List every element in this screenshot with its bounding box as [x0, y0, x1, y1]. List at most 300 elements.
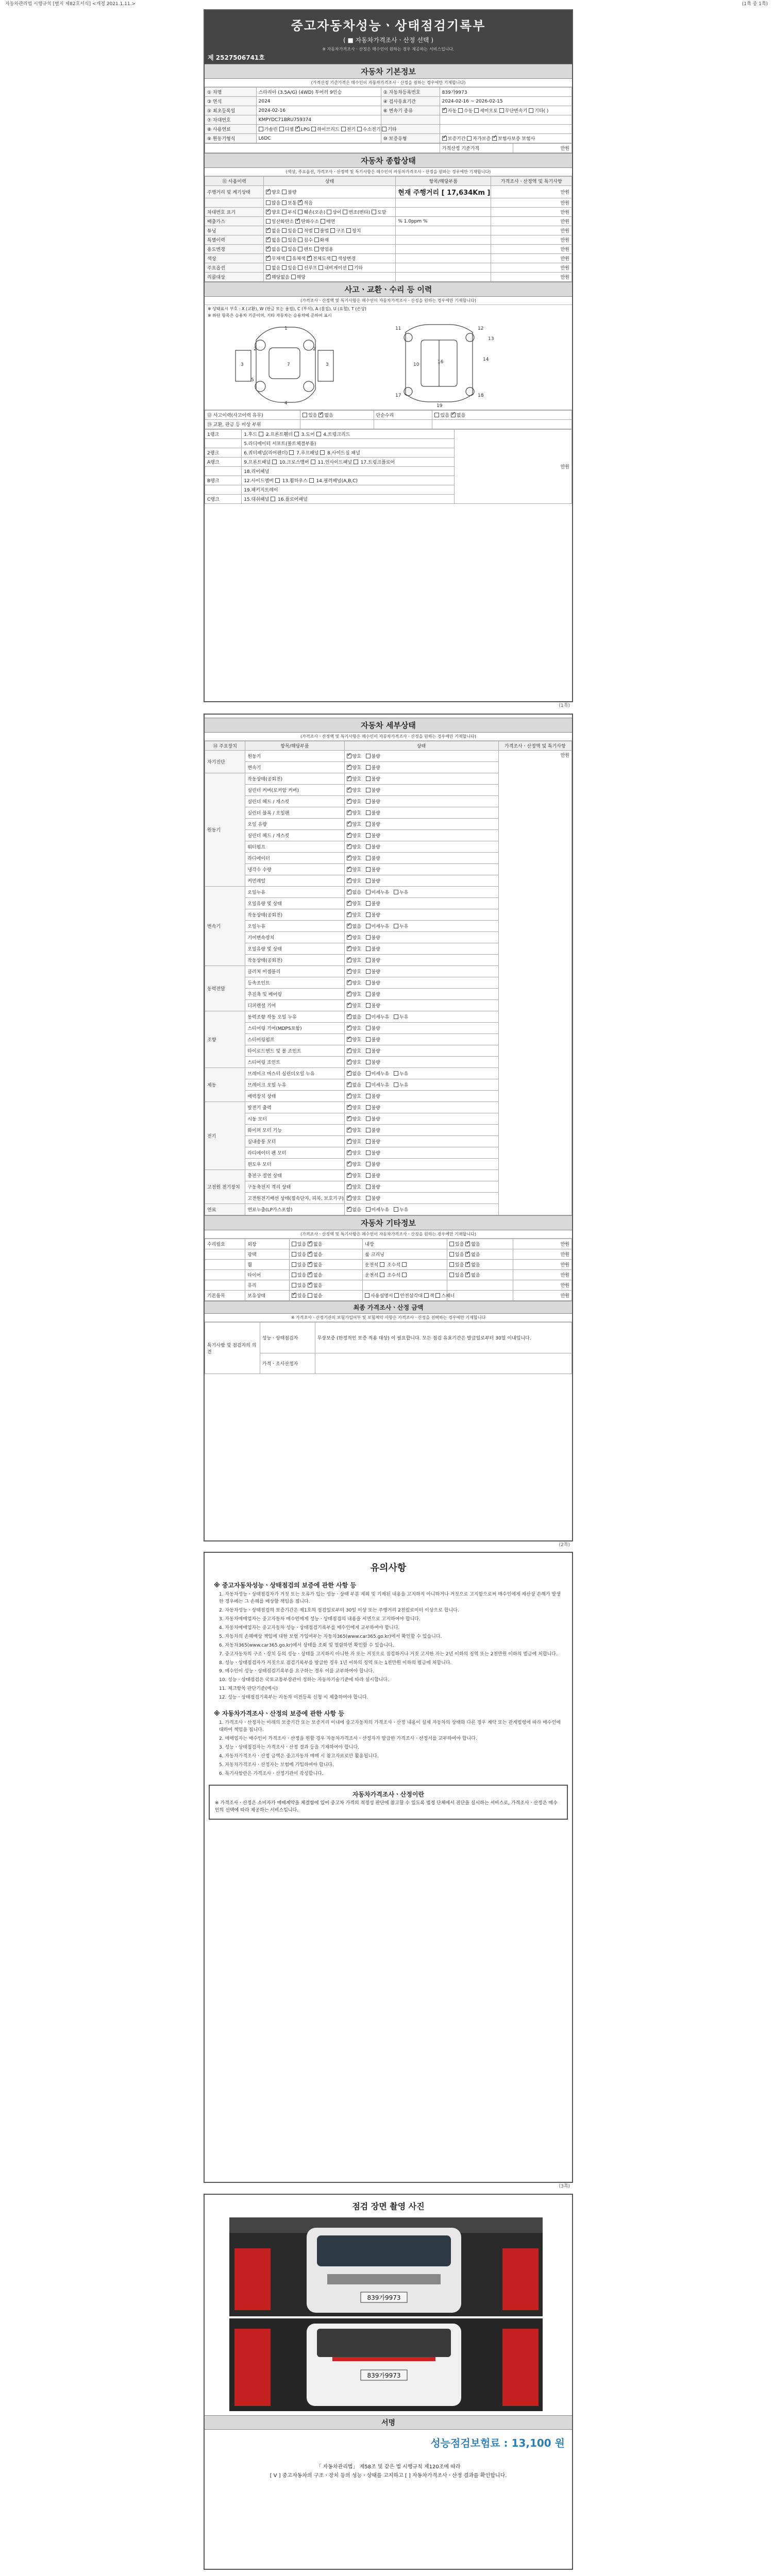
checkbox-unchecked[interactable]	[402, 1273, 407, 1277]
basic-cell: ③ 연식	[205, 97, 257, 106]
svg-text:16: 16	[438, 360, 444, 365]
checkbox-unchecked[interactable]	[366, 901, 371, 906]
checkbox-checked[interactable]	[347, 844, 351, 849]
detail-state: ✓ 양호 불량	[344, 1057, 498, 1068]
detail-item: 라디에이터 팬 모터	[245, 1147, 344, 1159]
checkbox-unchecked[interactable]	[366, 958, 371, 962]
checkbox-unchecked[interactable]	[366, 1071, 371, 1076]
checkbox-unchecked[interactable]	[382, 127, 386, 131]
summary-item	[396, 226, 491, 235]
checkbox-checked[interactable]	[347, 1014, 351, 1019]
summary-item	[396, 208, 491, 217]
checkbox-unchecked[interactable]	[434, 413, 439, 417]
notice-paragraph: 6. 자동차365(www.car365.go.kr)에서 상태를 조회 및 열람하면 확인할 수 있습니다.	[219, 1642, 394, 1648]
detail-state: ✓ 양호 불량	[344, 932, 498, 943]
checkbox-checked[interactable]	[347, 867, 351, 872]
summary-item	[396, 263, 491, 273]
etc-price: 만원	[513, 1260, 572, 1270]
basic-cell: 스타리아 (3.5A/G) (4WD) 투어러 9인승	[256, 88, 381, 97]
checkbox-checked[interactable]	[347, 1173, 351, 1178]
checkbox-unchecked[interactable]	[348, 265, 353, 270]
checkbox-unchecked[interactable]	[467, 136, 472, 141]
checkbox-checked[interactable]	[347, 1150, 351, 1155]
frame-rank	[205, 439, 242, 448]
checkbox-unchecked[interactable]	[366, 935, 371, 940]
checkbox-unchecked[interactable]	[292, 1283, 296, 1287]
checkbox-checked[interactable]	[451, 413, 456, 417]
checkbox-unchecked[interactable]	[291, 275, 296, 279]
detail-item: 발전기 출력	[245, 1102, 344, 1113]
checkbox-unchecked[interactable]	[394, 1014, 398, 1019]
checkbox-checked[interactable]	[347, 788, 351, 792]
detail-group: 변속기	[205, 887, 245, 966]
checkbox-unchecked[interactable]	[327, 210, 331, 214]
page-1-number: (1쪽)	[559, 703, 570, 708]
checkbox-unchecked[interactable]	[366, 1184, 371, 1189]
detail-state: ✓ 양호 불량	[344, 864, 498, 875]
checkbox-checked[interactable]	[295, 219, 300, 224]
checkbox-checked[interactable]	[347, 765, 351, 770]
checkbox-unchecked[interactable]	[282, 190, 287, 194]
etc-cell: 있음 ✓없음	[447, 1239, 513, 1249]
summary-col-price: 가격조사ㆍ산정액 및 특기사항	[491, 177, 572, 186]
checkbox-checked[interactable]	[347, 878, 351, 883]
detail-item: 작동상태(공회전)	[245, 773, 344, 785]
etc-cell	[447, 1291, 513, 1301]
checkbox-unchecked[interactable]	[282, 247, 287, 251]
checkbox-checked[interactable]	[347, 1105, 351, 1110]
checkbox-unchecked[interactable]	[366, 810, 371, 815]
summary-label: 튜닝	[205, 226, 264, 235]
checkbox-unchecked[interactable]	[259, 127, 263, 131]
checkbox-checked[interactable]	[308, 1262, 312, 1267]
detail-state: ✓ 양호 불량	[344, 830, 498, 841]
checkbox-checked[interactable]	[347, 1162, 351, 1166]
etc-row	[205, 1249, 572, 1260]
checkbox-unchecked[interactable]	[275, 478, 280, 483]
checkbox-checked[interactable]	[292, 1293, 296, 1298]
checkbox-unchecked[interactable]	[366, 788, 371, 792]
checkbox-unchecked[interactable]	[266, 265, 271, 270]
detail-group: 제동	[205, 1068, 245, 1102]
summary-col-item: 항목/해당부품	[396, 177, 491, 186]
checkbox-checked[interactable]	[347, 1196, 351, 1200]
checkbox-unchecked[interactable]	[394, 1082, 398, 1087]
summary-item: % 1.0ppm %	[396, 217, 491, 226]
checkbox-unchecked[interactable]	[343, 210, 347, 214]
checkbox-unchecked[interactable]	[357, 127, 362, 131]
checkbox-checked[interactable]	[347, 776, 351, 781]
checkbox-checked[interactable]	[347, 1116, 351, 1121]
checkbox-checked[interactable]	[308, 1273, 312, 1277]
etc-cell: 있음 ✓없음	[289, 1270, 362, 1280]
checkbox-checked[interactable]	[298, 200, 303, 205]
frame-parts: 1.후드 2.프론트휀더 3.도어 4.트렁크리드	[242, 430, 455, 439]
checkbox-unchecked[interactable]	[499, 108, 504, 113]
summary-item	[396, 245, 491, 254]
checkbox-unchecked[interactable]	[366, 878, 371, 883]
summary-state: 없음 있음 선루프 내비게이션 기타	[263, 263, 395, 273]
checkbox-unchecked[interactable]	[366, 924, 371, 928]
checkbox-unchecked[interactable]	[259, 432, 263, 436]
checkbox-checked[interactable]	[266, 256, 271, 261]
checkbox-checked[interactable]	[307, 256, 312, 261]
checkbox-checked[interactable]	[465, 1252, 470, 1257]
accident-cell: 단순수리	[374, 411, 432, 420]
checkbox-unchecked[interactable]	[366, 1105, 371, 1110]
svg-text:19: 19	[436, 403, 443, 409]
checkbox-unchecked[interactable]	[282, 228, 287, 233]
notice-paragraph: 5. 자동차의 손해배상 책임에 대한 보험 가입여부는 자동차365(www.car365.go.kr)에서 확인할 수 있습니다.	[219, 1634, 442, 1639]
detail-state: ✓ 양호 불량	[344, 751, 498, 762]
checkbox-unchecked[interactable]	[366, 856, 371, 860]
checkbox-unchecked[interactable]	[346, 228, 351, 233]
detail-item: 와이퍼 모터 기능	[245, 1125, 344, 1136]
checkbox-unchecked[interactable]	[298, 228, 303, 233]
etc-cell: 있음 ✓없음	[447, 1249, 513, 1260]
checkbox-unchecked[interactable]	[366, 1173, 371, 1178]
checkbox-checked[interactable]	[266, 238, 271, 242]
special-pricer-text	[315, 1353, 572, 1374]
checkbox-unchecked[interactable]	[366, 867, 371, 872]
checkbox-checked[interactable]	[308, 1283, 312, 1287]
detail-state: ✓ 양호 불량	[344, 762, 498, 773]
frame-price: 만원	[455, 430, 572, 504]
checkbox-unchecked[interactable]	[365, 1293, 369, 1298]
checkbox-unchecked[interactable]	[474, 108, 479, 113]
notice-section-2: ※ 자동차가격조사ㆍ산정의 보증에 관한 사항 등	[214, 1710, 344, 1718]
law-text	[205, 2463, 572, 2480]
etc-price: 만원	[513, 1280, 572, 1291]
detail-state: ✓ 양호 불량	[344, 853, 498, 864]
checkbox-unchecked[interactable]	[366, 946, 371, 951]
svg-text:12: 12	[478, 326, 484, 331]
checkbox-checked[interactable]	[347, 1071, 351, 1076]
checkbox-unchecked[interactable]	[271, 497, 275, 501]
checkbox-checked[interactable]	[318, 413, 323, 417]
checkbox-checked[interactable]	[347, 754, 351, 758]
checkbox-unchecked[interactable]	[366, 1048, 371, 1053]
checkbox-unchecked[interactable]	[366, 776, 371, 781]
detail-state: ✓ 양호 불량	[344, 1034, 498, 1045]
checkbox-checked[interactable]	[347, 1082, 351, 1087]
checkbox-checked[interactable]	[465, 1273, 470, 1277]
special-table	[205, 1322, 572, 1374]
checkbox-unchecked[interactable]	[366, 822, 371, 826]
checkbox-checked[interactable]	[347, 1184, 351, 1189]
checkbox-checked[interactable]	[347, 1003, 351, 1008]
summary-state: ✓ 양호 불량	[263, 186, 395, 198]
etc-cell	[205, 1249, 245, 1260]
checkbox-checked[interactable]	[347, 1128, 351, 1132]
checkbox-unchecked[interactable]	[298, 210, 303, 214]
checkbox-unchecked[interactable]	[380, 1273, 384, 1277]
checkbox-unchecked[interactable]	[292, 1242, 296, 1246]
checkbox-unchecked[interactable]	[330, 228, 335, 233]
checkbox-checked[interactable]	[347, 1037, 351, 1042]
checkbox-checked[interactable]	[492, 136, 497, 141]
checkbox-unchecked[interactable]	[366, 1128, 371, 1132]
basic-cell: ② 자동차등록번호	[381, 88, 440, 97]
frame-parts: 15.대쉬패널 16.플로어패널	[242, 495, 455, 504]
checkbox-unchecked[interactable]	[320, 450, 325, 455]
checkbox-unchecked[interactable]	[314, 228, 319, 233]
detail-state: ✓ 양호 불량	[344, 875, 498, 887]
etc-price: 만원	[513, 1249, 572, 1260]
checkbox-unchecked[interactable]	[366, 1037, 371, 1042]
detail-group: 동력전달	[205, 966, 245, 1011]
final-price-note: ※ 가격조사ㆍ산정기관의 보험가입여부 및 보험계약 사항은 가격조사ㆍ산정을 선택하는 경우에만 기재합니다	[205, 1314, 572, 1322]
checkbox-unchecked[interactable]	[282, 265, 287, 270]
checkbox-unchecked[interactable]	[366, 1003, 371, 1008]
checkbox-unchecked[interactable]	[402, 1262, 407, 1267]
checkbox-unchecked[interactable]	[303, 413, 307, 417]
checkbox-checked[interactable]	[347, 822, 351, 826]
summary-price: 만원	[491, 235, 572, 245]
checkbox-checked[interactable]	[347, 1207, 351, 1212]
checkbox-checked[interactable]	[442, 108, 447, 113]
checkbox-unchecked[interactable]	[449, 1242, 454, 1246]
checkbox-checked[interactable]	[347, 901, 351, 906]
checkbox-checked[interactable]	[347, 924, 351, 928]
checkbox-unchecked[interactable]	[321, 219, 325, 224]
checkbox-checked[interactable]	[266, 247, 271, 251]
checkbox-unchecked[interactable]	[366, 1026, 371, 1030]
checkbox-unchecked[interactable]	[449, 1262, 454, 1267]
etc-cell: 유리	[245, 1280, 289, 1291]
checkbox-checked[interactable]	[347, 1094, 351, 1098]
basic-cell: ⑨ 원동기형식	[205, 134, 257, 143]
checkbox-unchecked[interactable]	[316, 432, 321, 436]
checkbox-checked[interactable]	[347, 890, 351, 894]
notice-paragraph: 7. 중고자동차의 구조ㆍ장치 등의 성능ㆍ상태를 고지하지 아니한 자 또는 거짓으로 점검하거나 거짓 고지한 자는 2년 이하의 징역 또는 2천만원 이하의 벌금에 처합니다.	[219, 1651, 558, 1657]
basic-cell	[440, 115, 572, 125]
checkbox-unchecked[interactable]	[424, 1293, 429, 1298]
basic-row	[205, 97, 572, 106]
checkbox-unchecked[interactable]	[298, 238, 303, 242]
detail-state: ✓ 양호 불량	[344, 1181, 498, 1193]
checkbox-unchecked[interactable]	[282, 200, 287, 205]
summary-state: ✓ 없음 있음 침수 화재	[263, 235, 395, 245]
checkbox-unchecked[interactable]	[366, 1116, 371, 1121]
checkbox-unchecked[interactable]	[314, 238, 319, 242]
checkbox-unchecked[interactable]	[366, 1162, 371, 1166]
checkbox-unchecked[interactable]	[394, 1071, 398, 1076]
checkbox-unchecked[interactable]	[394, 1293, 399, 1298]
accident-cell: 있음 ✓없음	[432, 411, 572, 420]
checkbox-unchecked[interactable]	[435, 1293, 440, 1298]
checkbox-checked[interactable]	[347, 1060, 351, 1064]
checkbox-unchecked[interactable]	[341, 127, 346, 131]
checkbox-unchecked[interactable]	[298, 247, 303, 251]
checkbox-unchecked[interactable]	[272, 460, 277, 464]
checkbox-unchecked[interactable]	[311, 127, 316, 131]
checkbox-checked[interactable]	[266, 210, 271, 214]
checkbox-unchecked[interactable]	[366, 765, 371, 770]
checkbox-checked[interactable]	[347, 1139, 351, 1144]
detail-group: 고전원 전기장치	[205, 1170, 245, 1204]
photo-title: 점검 장면 촬영 사진	[205, 2195, 572, 2217]
svg-text:10: 10	[413, 362, 419, 367]
checkbox-unchecked[interactable]	[458, 108, 463, 113]
frame-parts: 12.사이드멤버 13.휠하우스 14.필러패널(A,B,C)	[242, 476, 455, 485]
checkbox-unchecked[interactable]	[366, 1196, 371, 1200]
checkbox-checked[interactable]	[347, 980, 351, 985]
detail-state: ✓ 없음 미세누유 누유	[344, 1204, 498, 1215]
checkbox-checked[interactable]	[347, 1026, 351, 1030]
checkbox-unchecked[interactable]	[449, 1252, 454, 1257]
checkbox-unchecked[interactable]	[292, 1273, 296, 1277]
etc-cell: 광택	[245, 1249, 289, 1260]
checkbox-unchecked[interactable]	[308, 1293, 312, 1298]
summary-label: 차대번호 표기	[205, 208, 264, 217]
checkbox-checked[interactable]	[442, 136, 447, 141]
checkbox-unchecked[interactable]	[354, 460, 358, 464]
svg-text:2: 2	[313, 347, 316, 352]
checkbox-unchecked[interactable]	[380, 1262, 384, 1267]
checkbox-checked[interactable]	[308, 1242, 312, 1246]
checkbox-unchecked[interactable]	[366, 1014, 371, 1019]
checkbox-unchecked[interactable]	[318, 265, 323, 270]
checkbox-unchecked[interactable]	[366, 844, 371, 849]
special-inspector-label: 성능ㆍ상태점검자	[260, 1323, 315, 1353]
etc-price: 만원	[513, 1270, 572, 1280]
checkbox-unchecked[interactable]	[298, 265, 303, 270]
detail-state: ✓ 없음 미세누유 누유	[344, 1079, 498, 1091]
checkbox-unchecked[interactable]	[366, 754, 371, 758]
checkbox-unchecked[interactable]	[311, 460, 315, 464]
etc-cell: ✓ 있음 없음	[289, 1291, 362, 1301]
checkbox-unchecked[interactable]	[449, 1273, 454, 1277]
checkbox-unchecked[interactable]	[394, 890, 398, 894]
rear-photo	[229, 2318, 543, 2411]
checkbox-unchecked[interactable]	[266, 200, 271, 205]
checkbox-unchecked[interactable]	[366, 1094, 371, 1098]
checkbox-checked[interactable]	[347, 810, 351, 815]
summary-table	[205, 176, 572, 282]
detail-state: ✓ 양호 불량	[344, 989, 498, 1000]
summary-state: ✓ 없음 있음 렌트 영업용	[263, 245, 395, 254]
summary-item	[396, 235, 491, 245]
checkbox-checked[interactable]	[266, 190, 271, 194]
page-4	[204, 2194, 573, 2570]
checkbox-unchecked[interactable]	[279, 127, 284, 131]
detail-state: ✓ 양호 불량	[344, 898, 498, 909]
checkbox-checked[interactable]	[308, 1252, 312, 1257]
checkbox-unchecked[interactable]	[366, 833, 371, 838]
svg-text:4: 4	[284, 401, 288, 406]
checkbox-unchecked[interactable]	[394, 1207, 398, 1212]
notice-paragraph: 6. 특기사항란은 가격조사ㆍ산정기관이 작성합니다.	[219, 1771, 324, 1776]
checkbox-checked[interactable]	[347, 856, 351, 860]
checkbox-unchecked[interactable]	[366, 1060, 371, 1064]
checkbox-unchecked[interactable]	[282, 238, 287, 242]
checkbox-unchecked[interactable]	[366, 992, 371, 996]
notice-paragraph: 1. 자동차성능ㆍ상태점검자가 거짓 또는 오류가 있는 성능ㆍ상태 부분 제외 및 기재된 내용을 고지하지 아니하거나 거짓으로 고지함으로써 매수인에게 재산상 손해가 발생한 경우에는 그 손해를 배상할 책임을 집니다.	[219, 1592, 561, 1604]
checkbox-unchecked[interactable]	[366, 1082, 371, 1087]
summary-price: 만원	[491, 208, 572, 217]
detail-item: 기어변속장치	[245, 932, 344, 943]
checkbox-unchecked[interactable]	[314, 247, 319, 251]
detail-item: 실린더 헤드 / 개스킷	[245, 796, 344, 807]
checkbox-checked[interactable]	[347, 799, 351, 804]
checkbox-checked[interactable]	[347, 912, 351, 917]
detail-item: 스티어링 기어(MDPS포함)	[245, 1023, 344, 1034]
checkbox-unchecked[interactable]	[309, 478, 314, 483]
basic-cell: ✓ 보증기간 자가보증 ✓보험사보증 보험사	[440, 134, 572, 143]
notice-paragraph: 4. 자동차매매업자는 중고자동차 성능ㆍ상태점검기록부를 매수인에게 교부하여야 합니다.	[219, 1625, 400, 1631]
checkbox-checked[interactable]	[347, 1048, 351, 1053]
checkbox-unchecked[interactable]	[366, 969, 371, 974]
etc-price: 만원	[513, 1291, 572, 1301]
checkbox-checked[interactable]	[465, 1262, 470, 1267]
checkbox-unchecked[interactable]	[289, 450, 294, 455]
checkbox-checked[interactable]	[347, 946, 351, 951]
summary-title: 자동차 종합상태	[205, 153, 572, 168]
basic-cell: ① 차명	[205, 88, 257, 97]
notice-paragraph: 1. 가격조사ㆍ산정자는 아래의 보증기간 또는 보증거리 이내에 중고자동차의 가격조사ㆍ산정 내용이 실제 자동차의 상태와 다른 경우 계약 또는 관계법령에 따라 매수인에 대하여 책임을 집니다.	[219, 1720, 561, 1733]
frame-parts: 19.패키지트레이	[242, 485, 455, 495]
checkbox-unchecked[interactable]	[332, 256, 337, 261]
checkbox-checked[interactable]	[347, 958, 351, 962]
checkbox-checked[interactable]	[295, 127, 300, 131]
checkbox-unchecked[interactable]	[266, 219, 271, 224]
svg-text:5: 5	[251, 378, 254, 383]
detail-item: 등속조인트	[245, 977, 344, 989]
summary-note: (색상, 주요옵션, 가격조사ㆍ산정액 및 특기사항은 매수인이 자동차가격조사ㆍ산정을 원하는 경우에만 기재합니다)	[205, 168, 572, 176]
etc-row	[205, 1280, 572, 1291]
checkbox-unchecked[interactable]	[292, 1262, 296, 1267]
basic-cell	[440, 125, 572, 134]
checkbox-unchecked[interactable]	[366, 980, 371, 985]
checkbox-unchecked[interactable]	[366, 799, 371, 804]
pricing-box-text: ※ 가격조사ㆍ산정은 소비자가 매매계약을 체결함에 있어 중고차 가격의 적정성 판단에 참고할 수 있도록 법정 단체에서 진단을 실시하는 서비스로, 가격조사ㆍ산정은 매수인의 선택에 따라 제공하는 서비스입니다.	[215, 1800, 558, 1814]
checkbox-unchecked[interactable]	[366, 1150, 371, 1155]
detail-state: ✓ 양호 불량	[344, 966, 498, 977]
checkbox-unchecked[interactable]	[282, 210, 287, 214]
checkbox-unchecked[interactable]	[366, 912, 371, 917]
checkbox-unchecked[interactable]	[529, 108, 533, 113]
detail-state: ✓ 양호 불량	[344, 1159, 498, 1170]
detail-col-device: ⑭ 주요장치	[205, 741, 245, 751]
svg-text:3: 3	[326, 362, 329, 367]
checkbox-checked[interactable]	[347, 833, 351, 838]
checkbox-checked[interactable]	[266, 228, 271, 233]
checkbox-unchecked[interactable]	[287, 256, 291, 261]
checkbox-unchecked[interactable]	[366, 890, 371, 894]
checkbox-checked[interactable]	[347, 969, 351, 974]
etc-table	[205, 1239, 572, 1301]
checkbox-unchecked[interactable]	[292, 1252, 296, 1257]
summary-price: 만원	[491, 273, 572, 282]
checkbox-unchecked[interactable]	[294, 432, 299, 436]
checkbox-unchecked[interactable]	[372, 210, 376, 214]
summary-item	[396, 254, 491, 263]
checkbox-unchecked[interactable]	[366, 1207, 371, 1212]
svg-text:14: 14	[483, 357, 489, 362]
etc-cell: 보유상태	[245, 1291, 289, 1301]
checkbox-checked[interactable]	[347, 935, 351, 940]
checkbox-unchecked[interactable]	[394, 924, 398, 928]
insurance-price-label: 성능점검보험료 :	[430, 2437, 508, 2449]
detail-state: ✓ 없음 미세누유 누유	[344, 1068, 498, 1079]
checkbox-checked[interactable]	[465, 1242, 470, 1246]
checkbox-unchecked[interactable]	[366, 1139, 371, 1144]
checkbox-checked[interactable]	[347, 992, 351, 996]
checkbox-checked[interactable]	[266, 275, 271, 279]
summary-row	[205, 245, 572, 254]
summary-item: 현재 주행거리 [ 17,634Km ]	[396, 186, 491, 198]
